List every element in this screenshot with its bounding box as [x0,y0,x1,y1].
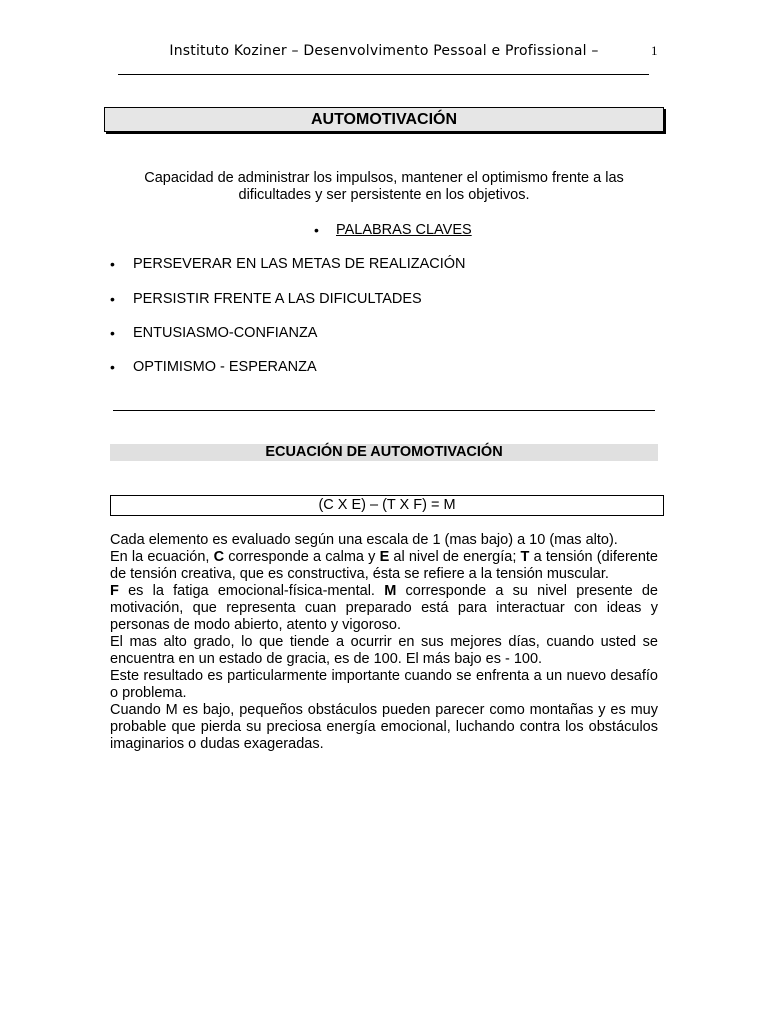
list-item [110,290,422,308]
list-item [110,255,466,273]
bullet-icon: • [110,291,115,307]
list-item [110,358,317,376]
bullet-icon: • [110,256,115,272]
keywords-heading [314,221,472,239]
body-paragraph: En la ecuación, C corresponde a calma y E al nivel de energía; T a tensión (diferente de tensión creativa, que es constructiva, ésta se refiere a la tensión muscular. [110,549,658,582]
page-number: 1 [651,43,658,58]
body-paragraph: F es la fatiga emocional-física-mental. M corresponde a su nivel presente de motivación, que representa cuan preparado está para interactuar con ideas y personas de modo abierto, atento y vigoroso. [110,583,658,633]
body-paragraph: Este resultado es particularmente importante cuando se enfrenta a un nuevo desafío o problema. [110,668,658,701]
bullet-icon: • [110,359,115,375]
section-title: ECUACIÓN DE AUTOMOTIVACIÓN [110,444,658,461]
body-paragraph: El mas alto grado, lo que tiende a ocurrir en sus mejores días, cuando usted se encuentra en un estado de gracia, es de 100. El más bajo es - 100. [110,634,658,667]
header-divider [118,74,649,75]
body-text [110,532,658,753]
keyword-text: ENTUSIASMO-CONFIANZA [133,325,318,341]
page-header: Instituto Koziner – Desenvolvimento Pessoal e Profissional – [169,43,599,59]
equation-box: (C X E) – (T X F) = M [110,495,664,516]
bullet-icon: • [110,325,115,341]
keyword-text: PERSISTIR FRENTE A LAS DIFICULTADES [133,291,422,307]
bullet-icon: • [314,222,319,238]
section-divider [113,410,655,411]
keyword-text: PERSEVERAR EN LAS METAS DE REALIZACIÓN [133,256,466,272]
document-title: AUTOMOTIVACIÓN [104,107,664,132]
keywords-label: PALABRAS CLAVES [336,222,472,238]
body-paragraph: Cuando M es bajo, pequeños obstáculos pueden parecer como montañas y es muy probable que pierda su preciosa energía emocional, luchando contra los obstáculos imaginarios o dudas exageradas. [110,702,658,752]
keyword-text: OPTIMISMO - ESPERANZA [133,359,317,375]
intro-paragraph: Capacidad de administrar los impulsos, mantener el optimismo frente a las dificultades y ser persistente en los objetivos. [144,170,624,203]
body-paragraph: Cada elemento es evaluado según una escala de 1 (mas bajo) a 10 (mas alto). [110,532,618,548]
list-item [110,324,317,342]
